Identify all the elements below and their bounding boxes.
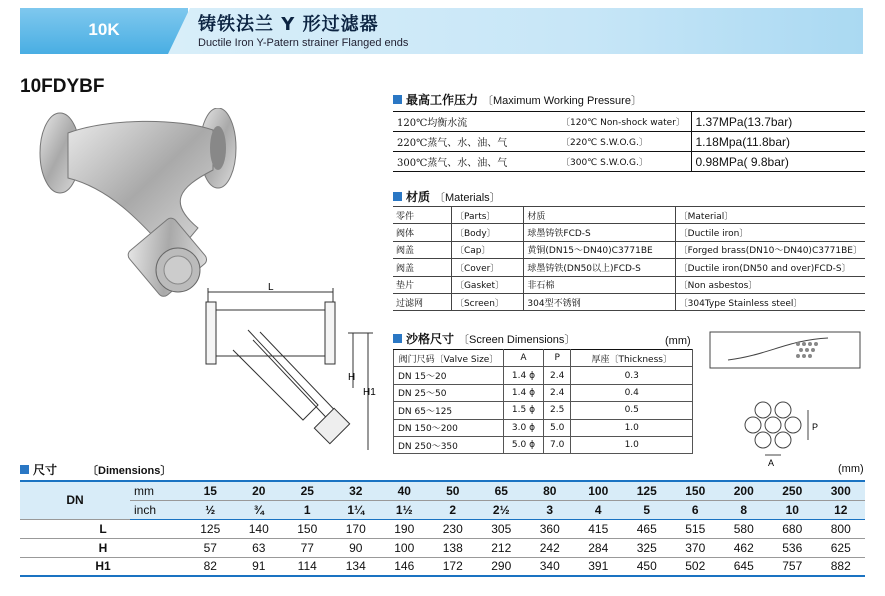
screen-row [394,402,693,419]
dimension-value: 645 [720,557,769,576]
dimension-value: 242 [526,538,575,557]
dn-mm-value: 40 [380,481,429,500]
pressure-value: 0.98MPa( 9.8bar) [691,152,865,172]
dimension-value: 138 [429,538,478,557]
label-A: A [768,458,775,468]
dimension-label: H1 [20,557,186,576]
dimensions-heading: 尺寸 〔Dimensions〕 [20,461,171,478]
screen-row [394,419,693,436]
dn-inch-value: 8 [720,500,769,519]
dimensions-inch-row [20,500,865,519]
dn-inch-value: 6 [671,500,720,519]
dn-inch-value: 2 [429,500,478,519]
screen-cell: 5.0 [543,419,570,436]
dimension-value: 462 [720,538,769,557]
screen-cell: 0.5 [571,402,693,419]
materials-row [393,259,865,276]
material-part-en: 〔Body〕 [451,224,523,241]
material-en: 〔Material〕 [675,207,865,224]
dn-inch-value: 4 [574,500,623,519]
dimension-value: 325 [623,538,672,557]
material-part-cn: 垫片 [393,276,451,293]
dimension-value: 100 [380,538,429,557]
screen-heading: 沙格尺寸 〔Screen Dimensions〕 [393,330,575,347]
dimension-value: 391 [574,557,623,576]
dimension-value: 77 [283,538,332,557]
material-en: 〔Non asbestos〕 [675,276,865,293]
screen-row [394,367,693,384]
dimension-value: 757 [768,557,817,576]
dn-mm-value: 125 [623,481,672,500]
dn-mm-value: 200 [720,481,769,500]
dimension-value: 882 [817,557,866,576]
dimension-value: 515 [671,519,720,538]
dimension-drawing [198,280,390,458]
dimension-value: 625 [817,538,866,557]
material-part-en: 〔Screen〕 [451,293,523,310]
screen-header-cell: 阀门尺码〔Valve Size〕 [394,350,504,367]
screen-cell: DN 25～50 [394,384,504,401]
dimension-value: 172 [429,557,478,576]
dimension-value: 502 [671,557,720,576]
dn-mm-value: 25 [283,481,332,500]
dimension-value: 91 [235,557,284,576]
dimension-value: 305 [477,519,526,538]
dimensions-unit: (mm) [838,463,864,475]
label-P: P [812,422,819,432]
dimensions-row [20,519,865,538]
dimension-value: 580 [720,519,769,538]
dn-mm-value: 50 [429,481,478,500]
dn-inch-value: 1½ [380,500,429,519]
screen-cell: 1.4 ϕ [504,384,544,401]
screen-header-cell: P [543,350,570,367]
dimension-value: 370 [671,538,720,557]
dn-inch-value: 1 [283,500,332,519]
screen-cell: 7.0 [543,436,570,453]
materials-row [393,224,865,241]
material-cn: 黄铜(DN15～DN40)C3771BE [524,241,675,258]
materials-row [393,241,865,258]
label-H1: H1 [363,387,376,398]
screen-unit: (mm) [665,335,691,347]
mm-label: mm [130,481,186,500]
material-en: 〔Forged brass(DN10～DN40)C3771BE〕 [675,241,865,258]
materials-heading: 材质 〔Materials〕 [393,188,501,205]
screen-cell: 1.4 ϕ [504,367,544,384]
header-code-block [20,8,188,54]
dimension-value: 230 [429,519,478,538]
dn-mm-value: 150 [671,481,720,500]
material-part-cn: 阀盖 [393,241,451,258]
screen-header-row [394,350,693,367]
pressure-condition-cn: 120℃均衡水流 [393,112,557,132]
dimension-label: L [20,519,186,538]
dimension-value: 536 [768,538,817,557]
pressure-heading: 最高工作压力 〔Maximum Working Pressure〕 [393,91,642,108]
screen-header-cell: A [504,350,544,367]
dimension-value: 125 [186,519,235,538]
dimensions-table [20,480,865,577]
material-part-en: 〔Cover〕 [451,259,523,276]
dn-mm-value: 80 [526,481,575,500]
pressure-condition-cn: 300℃蒸气、水、油、气 [393,152,557,172]
material-part-en: 〔Gasket〕 [451,276,523,293]
strainer-photo [28,108,250,303]
materials-row [393,207,865,224]
dn-inch-value: 3 [526,500,575,519]
label-L: L [268,282,274,293]
dimension-value: 415 [574,519,623,538]
material-cn: 材质 [524,207,675,224]
pressure-value: 1.37MPa(13.7bar) [691,112,865,132]
material-part-cn: 阀盖 [393,259,451,276]
inch-label: inch [130,500,186,519]
dimension-value: 190 [380,519,429,538]
dimension-value: 360 [526,519,575,538]
screen-cell: 1.0 [571,436,693,453]
pressure-row [393,132,865,152]
material-en: 〔Ductile iron〕 [675,224,865,241]
pressure-table [393,111,865,172]
screen-row [394,436,693,453]
dimension-value: 340 [526,557,575,576]
dn-inch-value: 2½ [477,500,526,519]
material-part-cn: 阀体 [393,224,451,241]
dn-mm-value: 15 [186,481,235,500]
screen-cell: DN 150～200 [394,419,504,436]
dn-mm-value: 32 [332,481,381,500]
dimension-value: 140 [235,519,284,538]
pressure-row [393,152,865,172]
materials-row [393,276,865,293]
dimension-value: 450 [623,557,672,576]
screen-mesh-diagram [708,330,868,470]
page-subtitle: Ductile Iron Y-Patern strainer Flanged ends [198,37,409,49]
dimension-value: 146 [380,557,429,576]
dn-inch-value: 12 [817,500,866,519]
dimension-value: 284 [574,538,623,557]
dimension-value: 134 [332,557,381,576]
dimension-value: 800 [817,519,866,538]
screen-cell: 1.0 [571,419,693,436]
screen-cell: DN 65～125 [394,402,504,419]
material-part-cn: 零件 [393,207,451,224]
section-square-icon [393,95,402,104]
dimension-value: 114 [283,557,332,576]
material-cn: 球墨铸铁(DN50以上)FCD-S [524,259,675,276]
screen-cell: DN 15～20 [394,367,504,384]
dimension-value: 150 [283,519,332,538]
model-number: 10FDYBF [20,76,105,97]
material-part-en: 〔Cap〕 [451,241,523,258]
screen-cell: 0.4 [571,384,693,401]
pressure-condition-en: 〔300℃ S.W.O.G.〕 [557,152,691,172]
screen-cell: DN 250～350 [394,436,504,453]
materials-table [393,206,865,311]
screen-cell: 3.0 ϕ [504,419,544,436]
dn-mm-value: 300 [817,481,866,500]
pressure-row [393,112,865,132]
material-part-cn: 过滤网 [393,293,451,310]
screen-cell: 2.5 [543,402,570,419]
material-cn: 非石棉 [524,276,675,293]
section-square-icon [393,334,402,343]
material-cn: 304型不锈钢 [524,293,675,310]
dimensions-mm-row [20,481,865,500]
dimension-value: 212 [477,538,526,557]
label-H: H [348,372,356,383]
section-square-icon [393,192,402,201]
dn-mm-value: 250 [768,481,817,500]
dimension-value: 82 [186,557,235,576]
screen-cell: 1.5 ϕ [504,402,544,419]
dn-label: DN [20,481,130,519]
dimension-value: 680 [768,519,817,538]
material-part-en: 〔Parts〕 [451,207,523,224]
screen-row [394,384,693,401]
material-en: 〔304Type Stainless steel〕 [675,293,865,310]
screen-header-cell: 厚座〔Thickness〕 [571,350,693,367]
dimensions-row [20,538,865,557]
dn-inch-value: 1¼ [332,500,381,519]
screen-cell: 0.3 [571,367,693,384]
header-code: 10K [88,20,120,39]
dimension-value: 290 [477,557,526,576]
dn-inch-value: 5 [623,500,672,519]
material-en: 〔Ductile iron(DN50 and over)FCD-S〕 [675,259,865,276]
dn-inch-value: 10 [768,500,817,519]
screen-cell: 2.4 [543,384,570,401]
dn-mm-value: 65 [477,481,526,500]
pressure-condition-en: 〔120℃ Non-shock water〕 [557,112,691,132]
screen-table [393,349,693,454]
dimension-value: 465 [623,519,672,538]
dimension-value: 90 [332,538,381,557]
screen-cell: 2.4 [543,367,570,384]
screen-cell: 5.0 ϕ [504,436,544,453]
dn-mm-value: 100 [574,481,623,500]
dimension-value: 170 [332,519,381,538]
dn-mm-value: 20 [235,481,284,500]
dimensions-row [20,557,865,576]
pressure-condition-cn: 220℃蒸气、水、油、气 [393,132,557,152]
dn-inch-value: ¾ [235,500,284,519]
dimension-label: H [20,538,186,557]
material-cn: 球墨铸铁FCD-S [524,224,675,241]
page-title: 铸铁法兰 Y 形过滤器 [198,14,379,35]
materials-row [393,293,865,310]
dn-inch-value: ½ [186,500,235,519]
dimension-value: 57 [186,538,235,557]
pressure-condition-en: 〔220℃ S.W.O.G.〕 [557,132,691,152]
dimension-value: 63 [235,538,284,557]
section-square-icon [20,465,29,474]
pressure-value: 1.18Mpa(11.8bar) [691,132,865,152]
